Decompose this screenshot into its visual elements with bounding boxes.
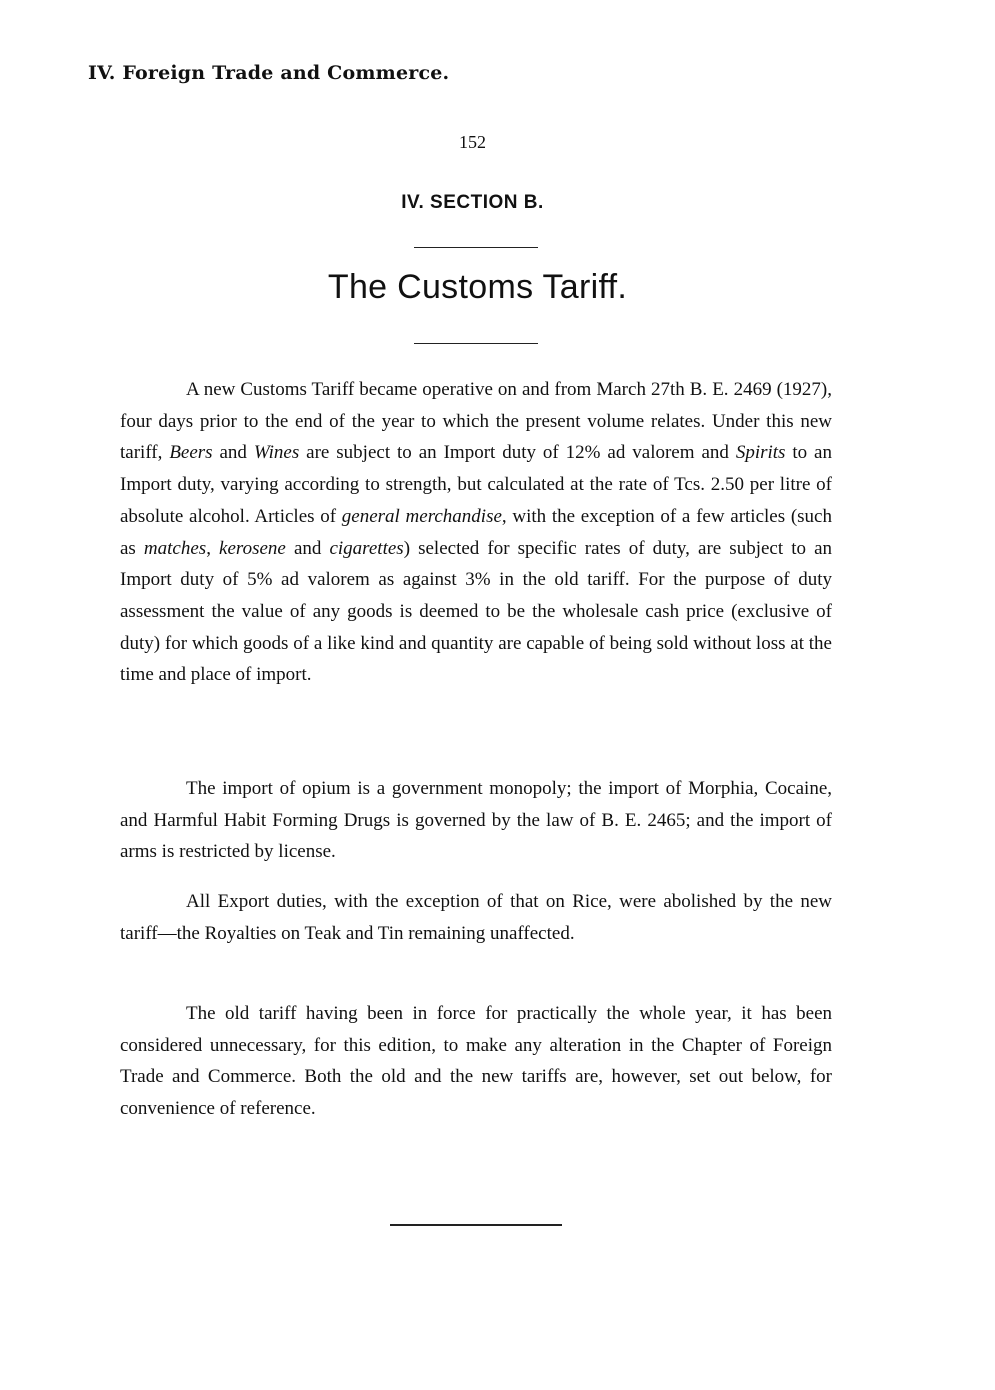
paragraph-text: and	[212, 442, 254, 464]
paragraph-text: The import of opium is a government monopoly; the import of Morphia, Cocaine, and Harmful Habit Forming Drugs is governed by the law of B. E. 2465; and the import of arms is restricted by license.	[120, 778, 832, 863]
paragraph-text: ) selected for specific rates of duty, are subject to an Import duty of 5% ad valorem as against 3% in the old tariff. For the purpose of duty assessment the value of any goods is deemed to be the wholesale cash price (exclusive of duty) for which goods of a like kind and quantity are capable of being sold without loss at the time and place of import.	[120, 537, 833, 686]
italic-term-matches: matches	[143, 537, 207, 559]
divider-rule-middle	[414, 343, 538, 344]
italic-term-beers: Beers	[169, 442, 213, 464]
italic-term-wines: Wines	[253, 442, 300, 464]
italic-term-cigarettes: cigarettes	[329, 537, 404, 559]
page-title: The Customs Tariff.	[327, 268, 628, 306]
paragraph-new-tariff	[120, 374, 832, 691]
divider-rule-end	[390, 1224, 562, 1226]
italic-term-general-merchandise: general merchandise	[341, 505, 502, 527]
paragraph-export-duties	[120, 886, 832, 949]
paragraph-text: ,	[206, 537, 220, 559]
page-number: 152	[459, 132, 486, 152]
running-header: IV. Foreign Trade and Commerce.	[88, 62, 450, 84]
paragraph-text: are subject to an Import duty of 12% ad valorem and	[299, 442, 736, 464]
italic-term-spirits: Spirits	[735, 442, 786, 464]
paragraph-text: and	[285, 537, 330, 559]
section-label: IV. SECTION B.	[401, 192, 544, 213]
paragraph-opium-monopoly	[120, 773, 832, 868]
paragraph-text: The old tariff having been in force for practically the whole year, it has been considered unnecessary, for this edition, to make any alteration in the Chapter of Foreign Trade and Commerce. Both the old and the new tariffs are, however, set out below, for convenience of reference.	[120, 1003, 832, 1120]
paragraph-old-tariff	[120, 998, 832, 1125]
paragraph-text: , with the exception of a few articles (such as	[120, 505, 832, 559]
paragraph-text: A new Customs Tariff became operative on and from March 27th B. E. 2469 (1927), four days prior to the end of the year to which the present volume relates. Under this new tariff,	[120, 379, 832, 464]
divider-rule-top	[414, 247, 538, 248]
paragraph-text: All Export duties, with the exception of that on Rice, were abolished by the new tariff—the Royalties on Teak and Tin remaining unaffected.	[120, 891, 832, 944]
paragraph-text: to an Import duty, varying according to strength, but calculated at the rate of Tcs. 2.50 per litre of absolute alcohol. Articles of	[120, 442, 832, 527]
italic-term-kerosene: kerosene	[219, 537, 286, 559]
